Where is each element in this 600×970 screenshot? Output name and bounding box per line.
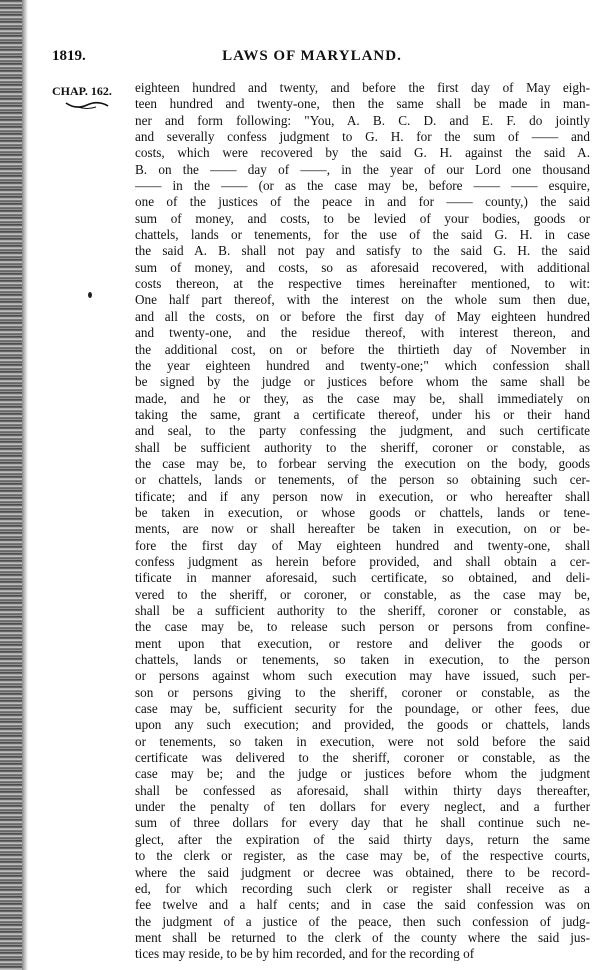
text-line: and severally confess judgment to G. H. for the sum of —— and xyxy=(135,129,590,145)
text-line: ments, are now or shall hereafter be taken in execution, on or be- xyxy=(135,521,590,537)
text-line: certificate was delivered to the sheriff, coroner or constable, as the xyxy=(135,750,590,766)
text-line: shall be sufficient authority to the sheriff, coroner or constable, as xyxy=(135,439,590,455)
text-line: costs, which were recovered by the said G. H. against the said A. xyxy=(135,145,590,161)
text-line: the said A. B. shall not pay and satisfy to the said G. H. the said xyxy=(135,243,590,259)
book-binding-edge xyxy=(0,0,22,970)
page-gutter-shadow xyxy=(22,0,28,970)
text-line: shall be confessed as aforesaid, shall within thirty days thereafter, xyxy=(135,782,590,798)
text-line: one of the justices of the peace in and for —— county,) the said xyxy=(135,194,590,210)
text-line: to the clerk or register, as the case may be, of the respective courts, xyxy=(135,848,590,864)
text-line: where the said judgment or decree was obtained, there to be record- xyxy=(135,864,590,880)
text-line: the judgment of a justice of the peace, then such confession of judg- xyxy=(135,913,590,929)
text-line: ment upon that execution, or restore and deliver the goods or xyxy=(135,635,590,651)
statute-body-text xyxy=(135,80,590,963)
chapter-flourish-icon xyxy=(64,100,110,110)
text-line: One half part thereof, with the interest on the whole sum then due, xyxy=(135,292,590,308)
text-line: the case may be, to release such person or persons from confine- xyxy=(135,619,590,635)
text-line: glect, after the expiration of the said thirty days, return the same xyxy=(135,831,590,847)
text-line: case may be; and the judge or justices before whom the judgment xyxy=(135,766,590,782)
header-year: 1819. xyxy=(52,48,86,64)
text-line: case may be, sufficient security for the poundage, or other fees, due xyxy=(135,701,590,717)
text-line: costs thereon, at the respective times hereinafter mentioned, to wit: xyxy=(135,276,590,292)
text-line: fee twelve and a half cents; and in case the said confession was on xyxy=(135,897,590,913)
text-line: chattels, lands or tenements, for the use of the said G. H. in case xyxy=(135,227,590,243)
text-line: the case may be, to forbear serving the execution on the body, goods xyxy=(135,455,590,471)
text-line: the year eighteen hundred and twenty-one;" which confession shall xyxy=(135,357,590,373)
text-line: and seal, to the party confessing the judgment, and such certificate xyxy=(135,423,590,439)
text-line: and all the costs, on or before the first day of May eighteen hundred xyxy=(135,308,590,324)
text-line: or tenements, so taken in execution, were not sold before the said xyxy=(135,733,590,749)
text-line: tices may reside, to be by him recorded, and for the recording of xyxy=(135,946,475,962)
text-line: upon any such execution; and provided, the goods or chattels, lands xyxy=(135,717,590,733)
running-header xyxy=(52,48,572,68)
text-line: made, and he or they, as the case may be, shall immediately on xyxy=(135,390,590,406)
text-line: be signed by the judge or justices before whom the same shall be xyxy=(135,374,590,390)
header-title: LAWS OF MARYLAND. xyxy=(222,48,402,64)
text-line: sum of money, and costs, so as aforesaid recovered, with additional xyxy=(135,259,590,275)
text-line: fore the first day of May eighteen hundred and twenty-one, shall xyxy=(135,537,590,553)
text-line: shall be a sufficient authority to the sheriff, coroner or constable, as xyxy=(135,603,590,618)
text-line: —— in the —— (or as the case may be, before —— —— esquire, xyxy=(135,178,590,194)
text-line: sum of three dollars for every day that he shall continue such ne- xyxy=(135,815,590,831)
text-line: B. on the —— day of ——, in the year of our Lord one thousand xyxy=(135,161,590,177)
text-line: under the penalty of ten dollars for every neglect, and a further xyxy=(135,799,590,815)
text-line: the additional cost, on or before the thirtieth day of November in xyxy=(135,341,590,357)
text-line: be taken in execution, or whose goods or chattels, lands or tene- xyxy=(135,504,590,520)
ink-speck xyxy=(88,292,92,298)
text-line: chattels, lands or tenements, so taken in execution, to the person xyxy=(135,652,590,668)
text-line: ed, for which recording such clerk or register shall receive as a xyxy=(135,880,590,896)
text-line: eighteen hundred and twenty, and before the first day of May eigh- xyxy=(135,80,590,95)
text-line: sum of money, and costs, to be levied of your bodies, goods or xyxy=(135,210,590,226)
text-line: ner and form following: "You, A. B. C. D. and E. F. do jointly xyxy=(135,112,590,128)
text-line: son or persons giving to the sheriff, coroner or constable, as the xyxy=(135,684,590,700)
text-line: teen hundred and twenty-one, then the same shall be made in man- xyxy=(135,96,590,112)
text-line: ment shall be returned to the clerk of the county where the said jus- xyxy=(135,929,590,945)
text-line: and twenty-one, and the residue thereof, with interest thereon, and xyxy=(135,325,590,341)
text-line: tificate in manner aforesaid, such certificate, so obtained, and deli- xyxy=(135,570,590,586)
text-line: tificate; and if any person now in execution, or who hereafter shall xyxy=(135,488,590,504)
text-line: confess judgment as herein before provided, and shall obtain a cer- xyxy=(135,553,590,569)
text-line: vered to the sheriff, or coroner, or constable, as the case may be, xyxy=(135,586,590,602)
chapter-margin-note: CHAP. 162. xyxy=(52,84,112,98)
text-line: taking the same, grant a certificate thereof, under his or their hand xyxy=(135,406,590,422)
text-line: or chattels, lands or tenements, of the person so obtaining such cer- xyxy=(135,472,590,488)
text-line: or persons against whom such execution may have issued, such per- xyxy=(135,668,590,684)
